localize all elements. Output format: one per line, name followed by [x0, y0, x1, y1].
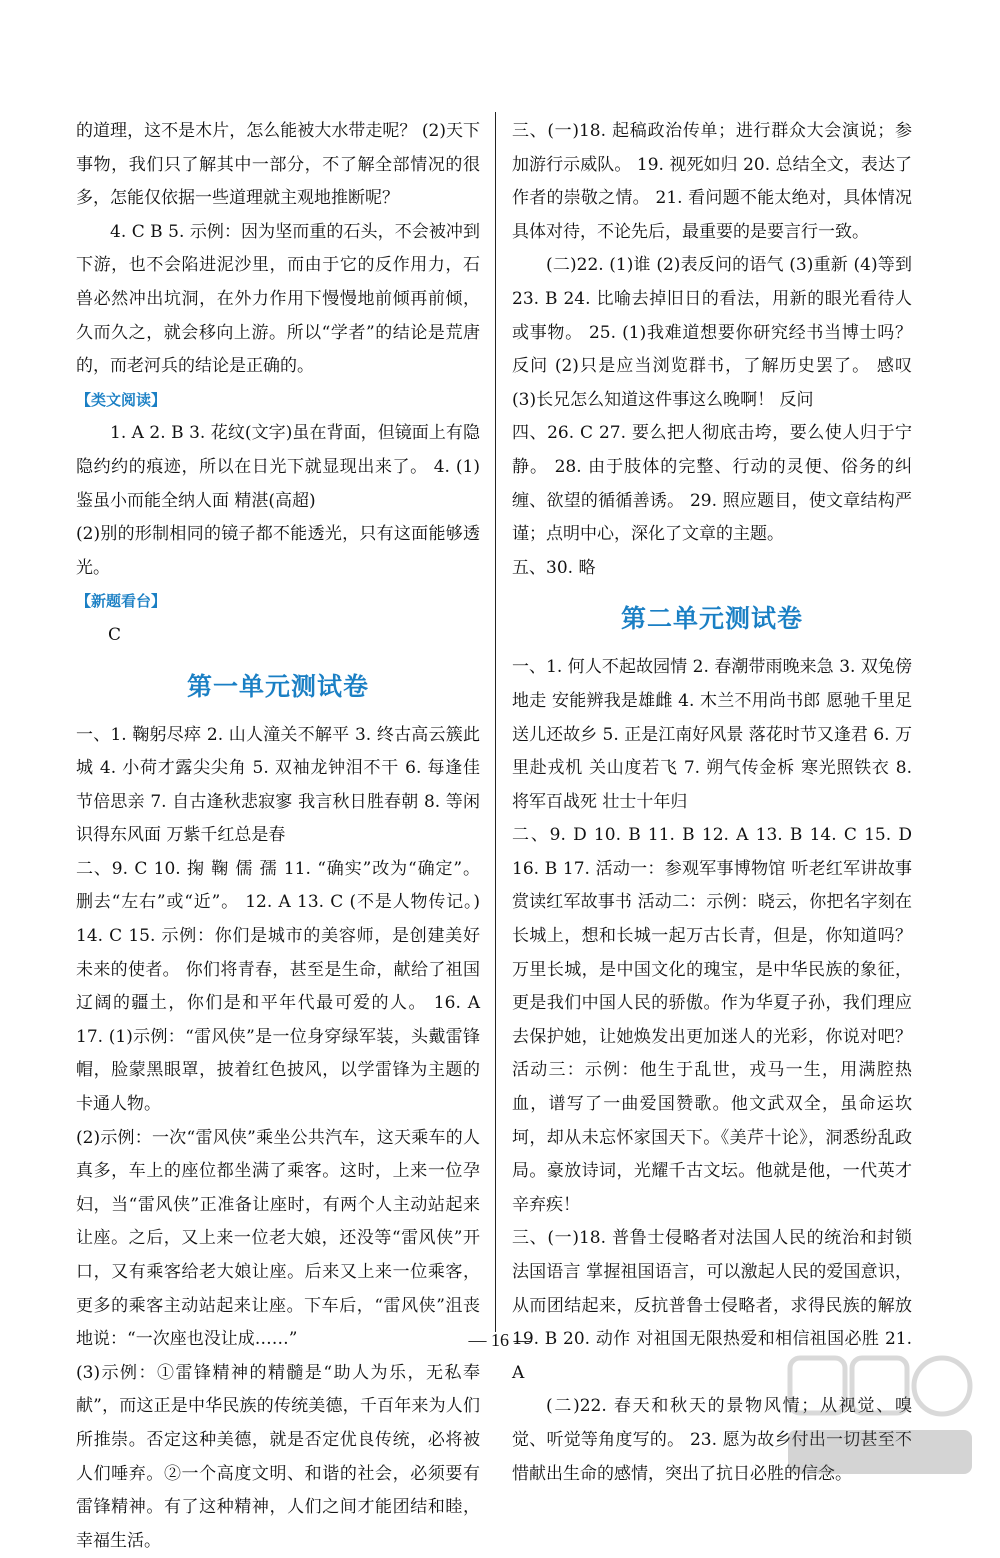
answer-paragraph: 一、1. 鞠躬尽瘁 2. 山人潼关不解平 3. 终古高云簇此城 4. 小荷才露尖尖角 5. 双袖龙钟泪不干 6. 每逢佳节倍思亲 7. 自古逢秋悲寂寥 我言秋日胜春朝 8. 等闲识得东风面 万紫千红总是春: [76, 724, 480, 846]
page-number: — 16 —: [468, 1330, 532, 1350]
answer-paragraph: 二、9. D 10. B 11. B 12. A 13. B 14. C 15. D 16. B 17. 活动一：参观军事博物馆 听老红军讲故事 赏读红军故事书 活动二：示例：晓云，你把名字刻在长城上，想和长城一起万古长青，但是，你知道吗？万里长城，是中国文化的瑰宝，是中华民族的象征，更是我们中国人民的骄傲。作为华夏子孙，我们理应去保护她，让她焕发出更加迷人的光彩，你说对吧？ 活动三：示例：他生于乱世，戎马一生，用满腔热血，谱写了一曲爱国赞歌。他文武双全，虽命运坎坷，却从未忘怀家国天下。《美芹十论》，洞悉纷乱政局。豪放诗词，光耀千古文坛。他就是他，一代英才辛弃疾！: [512, 825, 912, 1215]
answer-paragraph: 一、1. 何人不起故园情 2. 春潮带雨晚来急 3. 双兔傍地走 安能辨我是雄雌 4. 木兰不用尚书郎 愿驰千里足 送儿还故乡 5. 正是江南好风景 落花时节又逢君 6. 万里赴戎机 关山度若飞 7. 朔气传金柝 寒光照铁衣 8. 将军百战死 壮士十年归: [512, 657, 912, 812]
section-tag-reading: 【类文阅读】: [76, 390, 167, 409]
section-tag-new-questions: 【新题看台】: [76, 592, 167, 611]
unit1-test-title: 第一单元测试卷: [186, 671, 369, 701]
unit2-test-title: 第二单元测试卷: [620, 604, 803, 634]
column-divider: [495, 112, 496, 1332]
answer-paragraph: 4. C B 5. 示例：因为坚而重的石头，不会被冲到下游，也不会陷进泥沙里，而由于它的反作用力，石兽必然冲出坑洞，在外力作用下慢慢地前倾再前倾，久而久之，就会移向上游。所以“学者”的结论是荒唐的，而老河兵的结论是正确的。: [76, 221, 480, 377]
answer-paragraph: (二)22. (1)谁 (2)表反问的语气 (3)重新 (4)等到 23. B 24. 比喻去掉旧日的看法，用新的眼光看待人或事物。 25. (1)我难道想要你研究经书当博士吗？ 反问 (2)只是应当浏览群书，了解历史罢了。 感叹 (3)长兄怎么知道这件事这么晚啊！ 反问: [512, 255, 912, 410]
watermark-logo: [780, 1348, 980, 1483]
answer-paragraph: (2)别的形制相同的镜子都不能透光，只有这面能够透光。: [76, 524, 480, 578]
right-column: [512, 115, 912, 1491]
answer-paragraph: 三、(一)18. 起稿政治传单；进行群众大会演说；参加游行示威队。 19. 视死如归 20. 总结全文，表达了作者的崇敬之情。 21. 看问题不能太绝对，具体情况具体对待，不论先后，最重要的是要言行一致。: [512, 121, 912, 242]
answer-paragraph: 四、26. C 27. 要么把人彻底击垮，要么使人归于宁静。 28. 由于肢体的完整、行动的灵便、俗务的纠缠、欲望的循循善诱。 29. 照应题目，使文章结构严谨；点明中心，深化了文章的主题。: [512, 423, 912, 545]
answer-paragraph: 的道理，这不是木片，怎么能被大水带走呢？ (2)天下事物，我们只了解其中一部分，不了解全部情况的很多，怎能仅依据一些道理就主观地推断呢？: [76, 121, 480, 209]
answer-paragraph: 1. A 2. B 3. 花纹(文字)虽在背面，但镜面上有隐隐约约的痕迹，所以在日光下就显现出来了。 4. (1)鉴虽小而能全纳人面 精湛(高超): [76, 423, 480, 511]
answer-paragraph: (3)示例：①雷锋精神的精髓是“助人为乐，无私奉献”，而这正是中华民族的传统美德，千百年来为人们所推崇。否定这种美德，就是否定优良传统，必将被人们唾弃。②一个高度文明、和谐的社会，必须要有雷锋精神。有了这种精神，人们之间才能团结和睦，幸福生活。: [76, 1362, 480, 1551]
answer-paragraph: 二、9. C 10. 掬 鞠 儒 孺 11. “确实”改为“确定”。 删去“左右”或“近”。 12. A 13. C (不是人物传记。) 14. C 15. 示例：你们是城市的美容师，是创建美好未来的使者。 你们将青春，甚至是生命，献给了祖国辽阔的疆土，你们是和平年代最可爱的人。 16. A 17. (1)示例：“雷风侠”是一位身穿绿军装，头戴雷锋帽，脸蒙黑眼罩，披着红色披风，以学雷锋为主题的卡通人物。: [76, 858, 480, 1115]
answer-paragraph: (2)示例：一次“雷风侠”乘坐公共汽车，这天乘车的人真多，车上的座位都坐满了乘客。这时，上来一位孕妇，当“雷风侠”正准备让座时，有两个人主动站起来让座。之后，又上来一位老大娘，还没等“雷风侠”开口，又有乘客给老大娘让座。后来又上来一位乘客，更多的乘客主动站起来让座。下车后，“雷风侠”沮丧地说：“一次座也没让成……”: [76, 1127, 480, 1350]
answer-paragraph: (二)22. 春天和秋天的景物风情；从视觉、嗅觉、听觉等角度写的。 23. 愿为故乡付出一切甚至不惜献出生命的感情，突出了抗日必胜的信念。: [512, 1396, 912, 1484]
answer-paragraph: 五、30. 略: [512, 557, 596, 578]
answer-paragraph: C: [108, 624, 122, 645]
answer-paragraph: 三、(一)18. 普鲁士侵略者对法国人民的统治和封锁 法国语言 掌握祖国语言，可以激起人民的爱国意识，从而团结起来，反抗普鲁士侵略者，求得民族的解放 19. B 20. 动作 对祖国无限热爱和相信祖国必胜 21. A: [512, 1228, 912, 1383]
